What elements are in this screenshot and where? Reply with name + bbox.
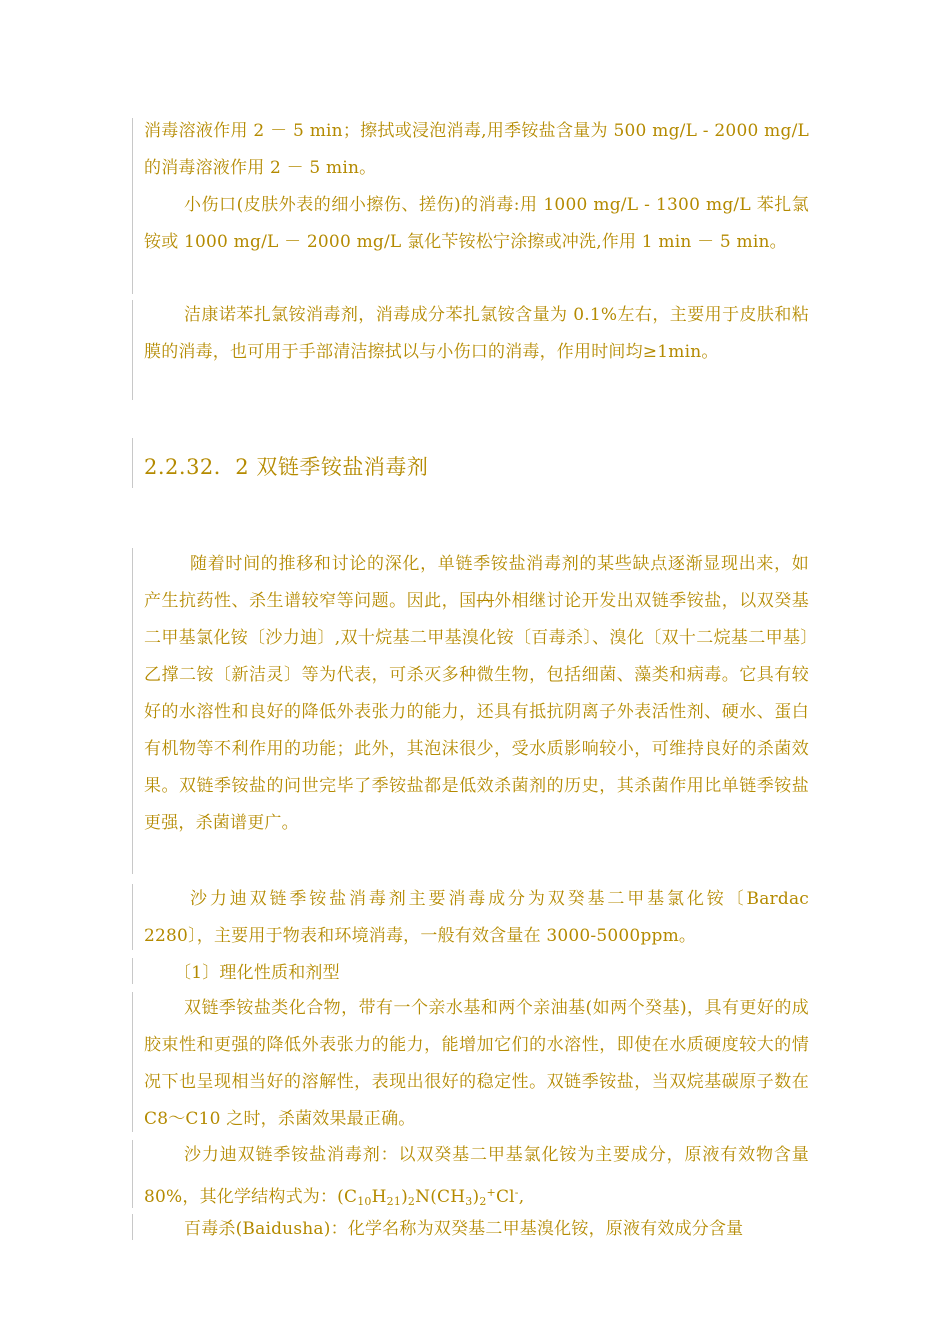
paragraph-properties: 双链季铵盐类化合物，带有一个亲水基和两个亲油基(如两个癸基)，具有更好的成胶束性和更强的降低外表张力的能力，能增加它们的水溶性，即使在水质硬度较大的情况下也呈现相当好的溶解性，表现出很好的稳定性。双链季铵盐，当双烷基碳原子数在 C8～C10 之时，杀菌效果最正确。 <box>144 998 809 1129</box>
margin-bar <box>132 438 133 488</box>
paragraph-wound-disinfection: 小伤口(皮肤外表的细小擦伤、搓伤)的消毒:用 1000 mg/L - 1300 mg/L 苯扎氯铵或 1000 mg/L － 2000 mg/L 氯化苄铵松宁涂擦或冲洗,作用 1 min － 5 min。 <box>144 195 809 252</box>
formula-text: , <box>518 1187 525 1207</box>
formula-subscript: 21 <box>386 1195 402 1208</box>
formula-superscript: + <box>486 1186 496 1199</box>
margin-bar <box>132 1140 133 1208</box>
formula-text: N(CH <box>415 1187 466 1207</box>
margin-bar <box>132 118 133 190</box>
margin-bar <box>132 190 133 294</box>
formula-text: ) <box>472 1187 480 1207</box>
paragraph-benzalkonium-product: 洁康诺苯扎氯铵消毒剂，消毒成分苯扎氯铵含量为 0.1%左右，主要用于皮肤和粘膜的消毒，也可用于手部清洁擦拭以与小伤口的消毒，作用时间均≥1min。 <box>144 305 809 362</box>
formula-superscript: - <box>514 1186 519 1199</box>
intro-text-part-2: 外相继讨论开发出双链季铵盐，以双癸基二甲基氯化铵〔沙力迪〕,双十烷基二甲基溴化铵〔百毒杀〕、溴化〔双十二烷基二甲基〕乙撑二铵〔新洁灵〕等为代表，可杀灭多种微生物，包括细菌、藻类和病毒。它具有较好的水溶性和良好的降低外表张力的能力，还具有抵抗阴离子外表活性剂、硬水、蛋白有机物等不利作用的功能；此外，其泡沫很少，受水质影响较小，可维持良好的杀菌效果。双链季铵盐的问世完毕了季铵盐都是低效杀菌剂的历史，其杀菌作用比单链季铵盐更强，杀菌谱更广。 <box>144 591 809 833</box>
section-heading: 2.2.32．2 双链季铵盐消毒剂 <box>144 455 429 479</box>
struck-character: 内 <box>476 591 495 611</box>
formula-subscript: 10 <box>357 1195 372 1208</box>
formula-text: 沙力迪双链季铵盐消毒剂：以双癸基二甲基氯化铵为主要成分，原液有效物含量 80%，其化学结构式为：(C <box>144 1145 809 1207</box>
formula-text: Cl <box>495 1187 515 1207</box>
formula-subscript: 2 <box>407 1195 416 1208</box>
paragraph-baidusha: 百毒杀(Baidusha)：化学名称为双癸基二甲基溴化铵，原液有效成分含量 <box>184 1219 744 1239</box>
paragraph-double-chain-intro <box>144 546 809 842</box>
margin-bar <box>132 548 133 874</box>
paragraph-disinfection-time: 消毒溶液作用 2 － 5 min；擦拭或浸泡消毒,用季铵盐含量为 500 mg/L - 2000 mg/L 的消毒溶液作用 2 － 5 min。 <box>144 121 809 178</box>
paragraph-chemical-formula <box>144 1137 809 1220</box>
formula-subscript: 3 <box>465 1195 473 1208</box>
margin-bar <box>132 884 133 950</box>
formula-subscript: 2 <box>479 1195 487 1208</box>
margin-bar <box>132 992 133 1132</box>
intro-text-part-1: 随着时间的推移和讨论的深化，单链季铵盐消毒剂的某些缺点逐渐显现出来，如产生抗药性、杀生谱较窄等问题。因此，国 <box>144 554 809 611</box>
margin-bar <box>132 1214 133 1240</box>
formula-text: ) <box>401 1187 408 1207</box>
paragraph-shalidi-product: 沙力迪双链季铵盐消毒剂主要消毒成分为双癸基二甲基氯化铵〔Bardac 2280〕，主要用于物表和环境消毒，一般有效含量在 3000-5000ppm。 <box>144 889 809 946</box>
formula-text: H <box>371 1187 387 1207</box>
subheading-physicochemical: 〔1〕理化性质和剂型 <box>174 963 340 983</box>
margin-bar <box>132 958 133 984</box>
margin-bar <box>132 300 133 400</box>
